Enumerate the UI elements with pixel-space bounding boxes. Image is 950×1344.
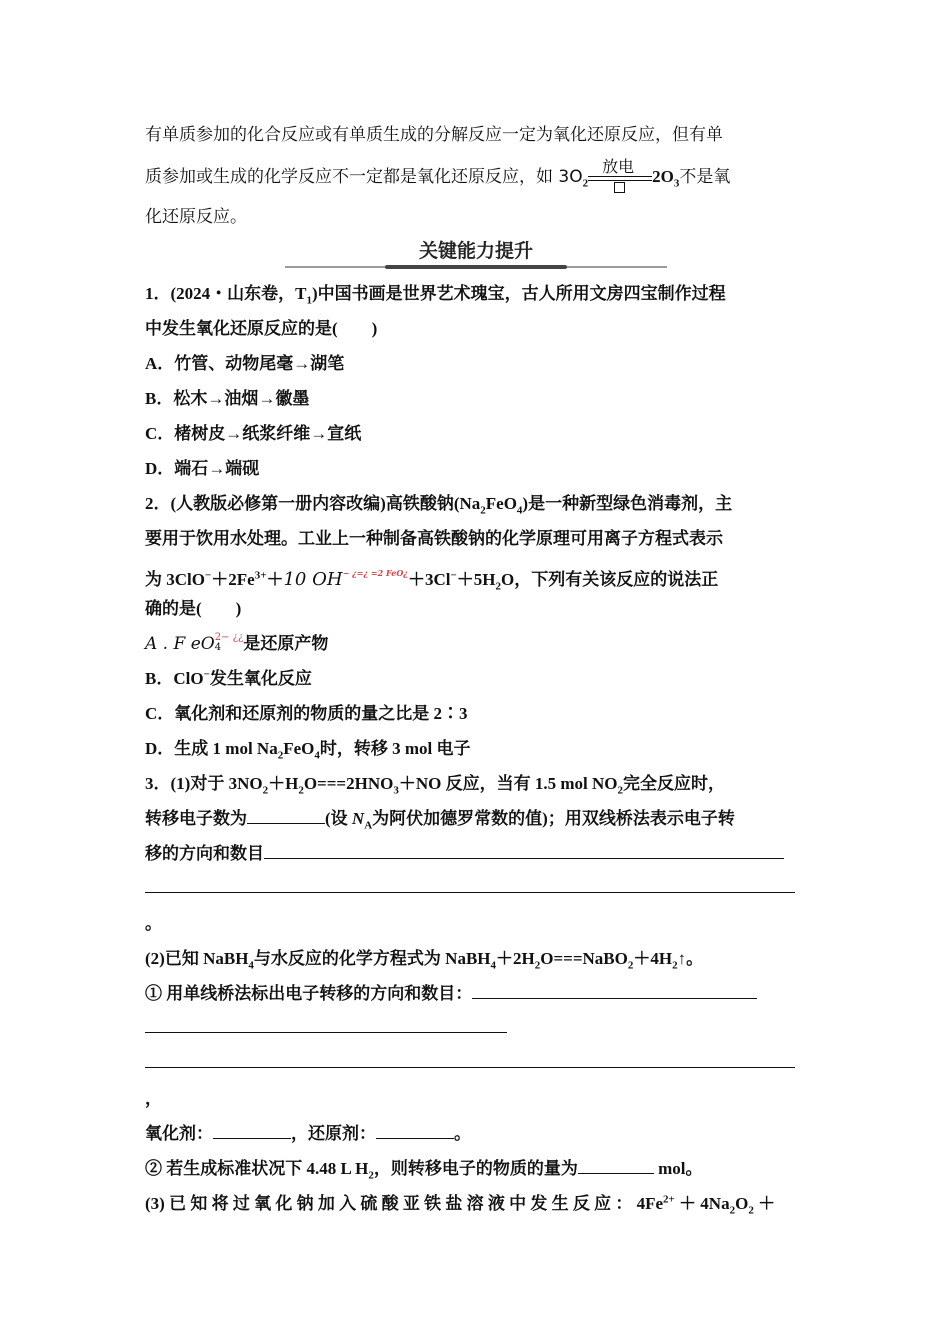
q2-stem-line-1: 2．(人教版必修第一册内容改编)高铁酸钠$(Na_2FeO_4)$是一种新型绿色消毒剂，主 [145, 494, 733, 517]
q2-option-d: D．生成 1 mol $Na_2FeO_4$时，转移 3 mol 电子 [145, 739, 471, 762]
answer-blank-oxidant[interactable] [213, 1120, 291, 1139]
q3-part3-line-1: (3) 已 知 将 过 氧 化 钠 加 入 硫 酸 亚 铁 盐 溶 液 中 发 生 反 应 ： $4Fe^{2+} + 4Na_2O_2$ ＋ [145, 1193, 776, 1217]
answer-blank-single-bridge-cont[interactable] [145, 1014, 507, 1033]
q3-part1-line-2: 转移电子数为 (设 $N_A$为阿伏加德罗常数的值)；用双线桥法表示电子转 [145, 801, 810, 836]
q3-part2-item-2: ② 若生成标准状况下 4.48 L $H_2$，则转移电子的物质的量为 mol。 [145, 1151, 810, 1186]
q1-option-c: C．楮树皮→纸浆纤维→宣纸 [145, 424, 362, 443]
answer-blank-moles[interactable] [578, 1155, 654, 1174]
intro-line-3: 化还原反应。 [145, 207, 247, 227]
q1-stem-line-1: 1．(2024・山东卷，$T_1$)中国书画是世界艺术瑰宝，古人所用文房四宝制作过程 [145, 284, 726, 307]
question-3 [145, 766, 810, 1221]
placeholder-box-icon [614, 182, 625, 193]
intro-line-2: 质参加或生成的化学反应不一定都是氧化还原反应，如 $3O_2$ 放电 $2O_3$不是氧 [145, 159, 810, 194]
q3-part2-blank-line-2 [145, 1046, 810, 1081]
intro-line-1: 有单质参加的化合反应或有单质生成的分解反应一定为氧化还原反应，但有单 [145, 125, 723, 145]
section-title: 关键能力提升 [418, 240, 533, 262]
q3-part1-line-1: 3．(1)对于 $3NO_2+H_2O===2HNO_3+NO$ 反应，当有 1.5 mol $NO_2$完全反应时， [145, 774, 725, 797]
answer-blank-reductant[interactable] [376, 1120, 454, 1139]
q1-stem-line-2: 中发生氧化还原反应的是( ) [145, 319, 378, 338]
q2-stem-line-2: 要用于饮用水处理。工业上一种制备高铁酸钠的化学原理可用离子方程式表示 [145, 529, 723, 548]
q1-option-b: B．松木→油烟→徽墨 [145, 389, 310, 408]
q2-option-a: A . F eO 2− ¿¿ 4 是还原产物 [145, 631, 329, 654]
q2-stem-line-3: 为 $3ClO^-+2Fe^{3+}+10$ $OH^{- ¿=¿ =2 FeO¿}+3Cl^-+5H_2O$，下列有关该反应的说法正 [145, 568, 719, 593]
q2-stem-line-4: 确的是( ) [145, 599, 242, 618]
question-1 [145, 276, 810, 486]
q1-option-d: D．端石→端砚 [145, 459, 260, 478]
answer-blank-double-bridge[interactable] [264, 840, 784, 859]
q2-garbled-equation: 10 $OH^{- ¿=¿ =2 FeO¿}$ [283, 568, 408, 590]
question-2 [145, 486, 810, 766]
answer-blank-electrons[interactable] [247, 805, 325, 824]
q2-option-c: C．氧化剂和还原剂的物质的量之比是 2∶3 [145, 704, 468, 723]
answer-blank-single-bridge-extra[interactable] [145, 1049, 795, 1068]
q3-part1-end: 。 [145, 914, 162, 933]
q3-part2-item-1: ① 用单线桥法标出电子转移的方向和数目： [145, 976, 810, 1011]
q3-part2-agents: 氧化剂： ，还原剂： 。 [145, 1116, 810, 1151]
q3-part2-blank-line-1 [145, 1011, 810, 1046]
answer-blank-double-bridge-cont[interactable] [145, 874, 795, 893]
section-heading [285, 232, 667, 272]
discharge-arrow: 放电 [588, 168, 652, 188]
q3-part1-line-3: 移的方向和数目 [145, 836, 810, 871]
q1-option-a: A．竹管、动物尾毫→湖笔 [145, 354, 345, 373]
intro-paragraph [145, 118, 810, 235]
q3-part2-comma: ， [145, 1089, 162, 1108]
heading-rule-accent [385, 265, 567, 269]
q3-part1-blank-line [145, 871, 810, 906]
q3-part2-line-1: (2)已知 NaBH$_4$与水反应的化学方程式为 $NaBH_4+2H_2O===NaBO_2+4H_2↑$。 [145, 949, 704, 972]
answer-blank-single-bridge[interactable] [472, 980, 757, 999]
q2-option-b: B．ClO−发生氧化反应 [145, 668, 312, 688]
